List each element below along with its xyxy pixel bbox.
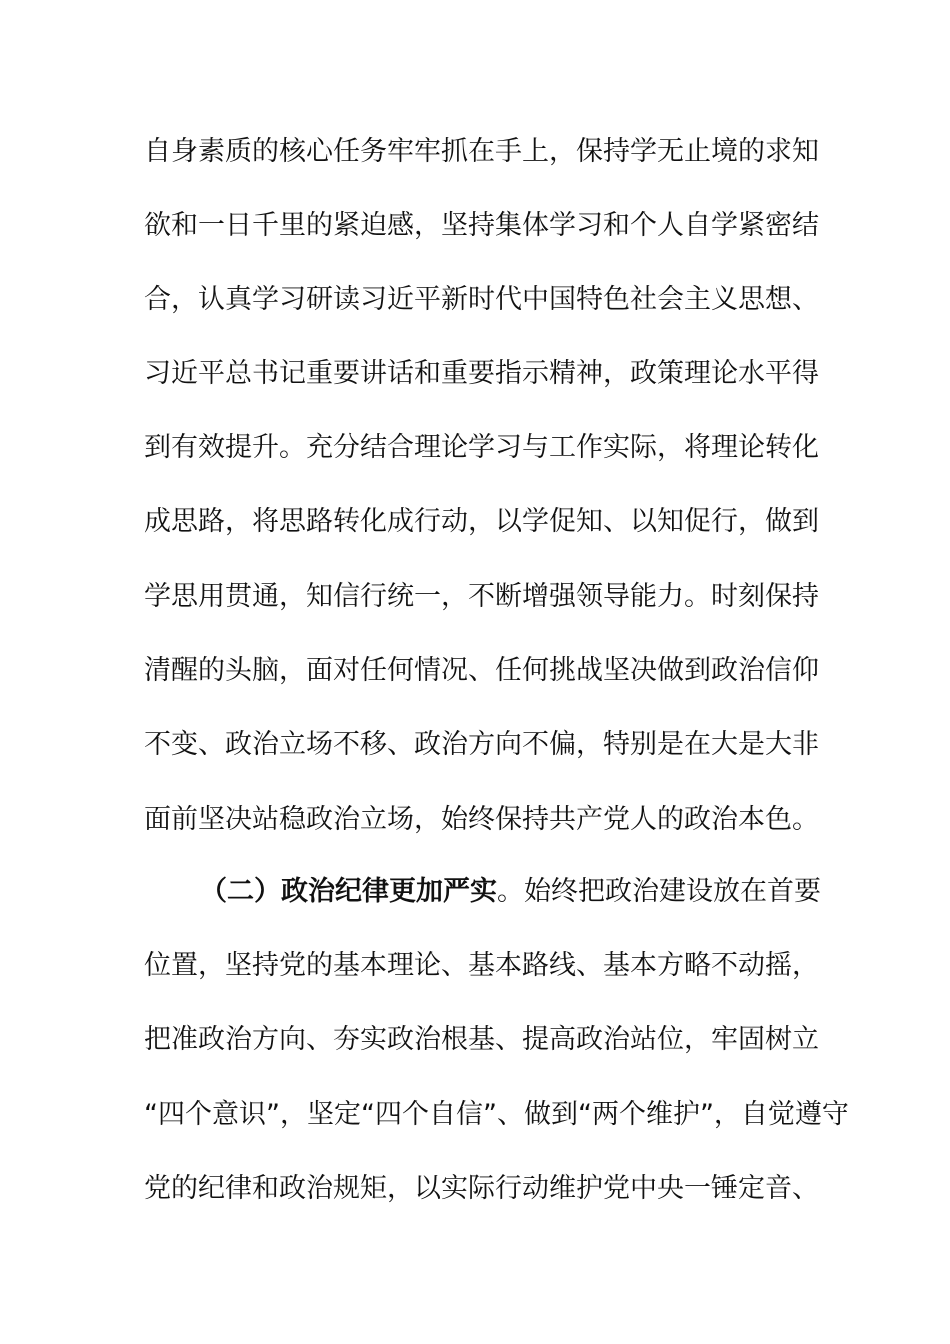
section-heading: （二）政治纪律更加严实	[200, 876, 497, 907]
paragraph-line: 欲和一日千里的紧迫感，坚持集体学习和个人自学紧密结	[144, 210, 819, 241]
paragraph-line: 习近平总书记重要讲话和重要指示精神，政策理论水平得	[144, 358, 819, 389]
section-2-text: 。始终把政治建设放在首要	[497, 876, 821, 907]
paragraph-line: “四个意识”，坚定“四个自信”、做到“两个维护”，自觉遵守	[144, 1099, 849, 1130]
paragraph-line: 把准政治方向、夯实政治根基、提高政治站位，牢固树立	[144, 1024, 819, 1055]
paragraph-line: 成思路，将思路转化成行动，以学促知、以知促行，做到	[144, 506, 819, 537]
paragraph-line: 合，认真学习研读习近平新时代中国特色社会主义思想、	[144, 284, 819, 315]
paragraph-line: 清醒的头脑，面对任何情况、任何挑战坚决做到政治信仰	[144, 655, 819, 686]
paragraph-line: 到有效提升。充分结合理论学习与工作实际，将理论转化	[144, 432, 819, 463]
section-2-first-line	[200, 872, 821, 912]
paragraph-line: 面前坚决站稳政治立场，始终保持共产党人的政治本色。	[144, 804, 819, 835]
paragraph-line: 位置，坚持党的基本理论、基本路线、基本方略不动摇，	[144, 950, 819, 981]
paragraph-line: 党的纪律和政治规矩，以实际行动维护党中央一锤定音、	[144, 1173, 819, 1204]
paragraph-line: 学思用贯通，知信行统一，不断增强领导能力。时刻保持	[144, 581, 819, 612]
paragraph-line: 自身素质的核心任务牢牢抓在手上，保持学无止境的求知	[144, 136, 819, 167]
paragraph-line: 不变、政治立场不移、政治方向不偏，特别是在大是大非	[144, 729, 819, 760]
